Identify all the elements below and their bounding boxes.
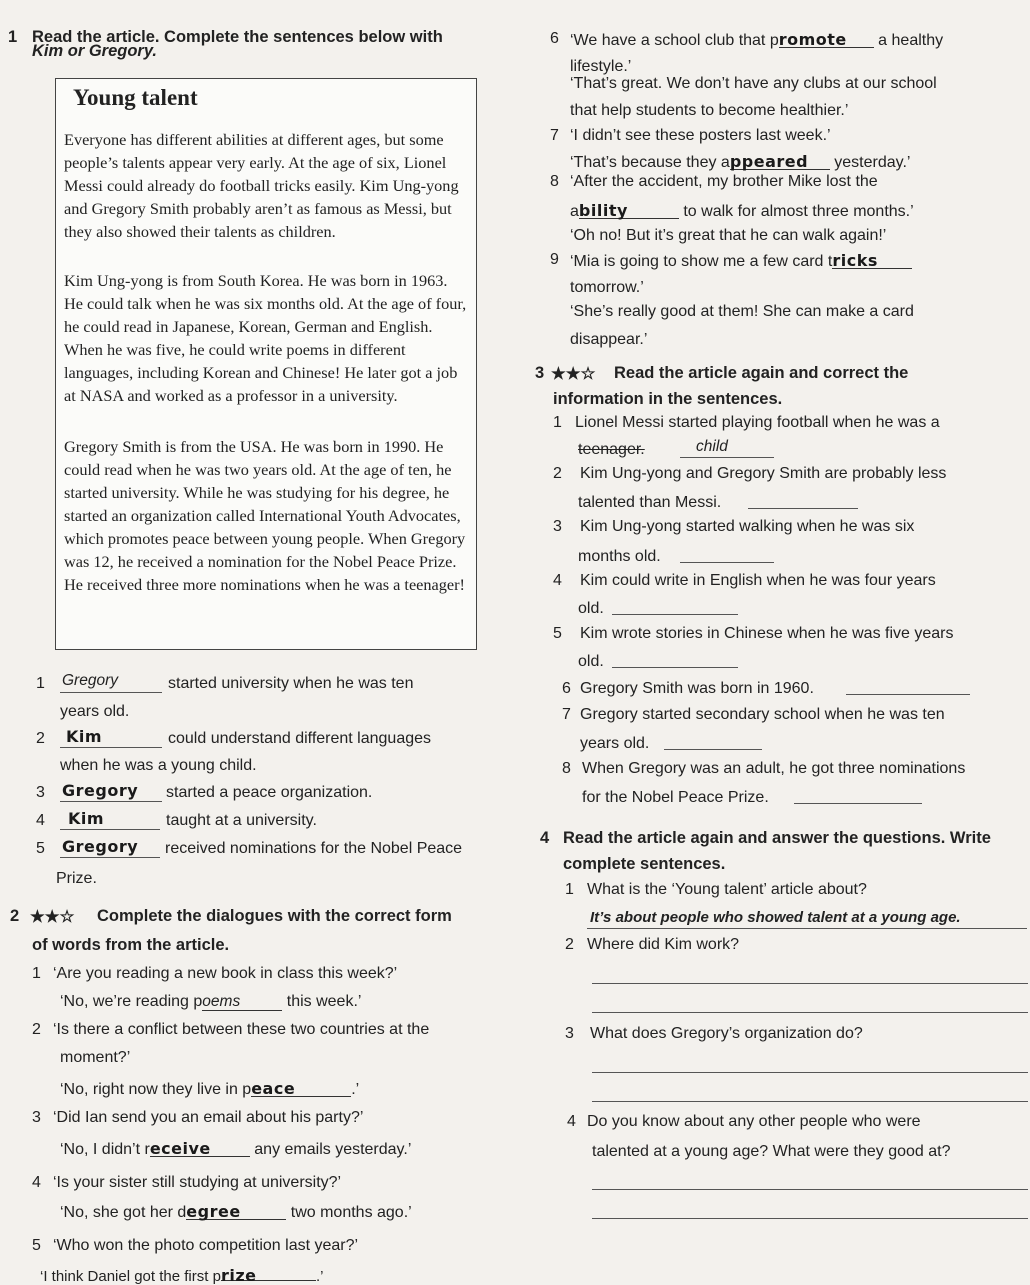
ex1-answer: Gregory <box>62 781 139 800</box>
ex4-question-number: 1 <box>565 881 574 898</box>
dialogue-number: 1 <box>32 965 41 982</box>
ex1-item-number: 4 <box>36 812 45 829</box>
ex3-answer-blank[interactable] <box>846 694 970 695</box>
ex3-item-text: Kim could write in English when he was four years <box>580 572 936 589</box>
ex1-answer-blank[interactable] <box>60 837 160 857</box>
ex1-answer: Gregory <box>62 837 139 856</box>
ex1-item-text-cont: when he was a young child. <box>60 757 257 774</box>
ex3-struck-word: teenager. <box>578 441 645 458</box>
ex3-item-text-cont: for the Nobel Peace Prize. <box>582 789 769 806</box>
ex1-answer-blank[interactable] <box>60 727 162 747</box>
ex3-answer-blank[interactable] <box>748 508 858 509</box>
answer-prefix: ‘That’s because they a <box>570 154 730 171</box>
ex3-item-text: When Gregory was an adult, he got three nominations <box>582 760 966 777</box>
question-prefix: ‘We have a school club that p <box>570 32 779 49</box>
dialogue-number: 8 <box>550 173 559 190</box>
answer-suffix: yesterday.’ <box>834 154 911 171</box>
dialogue-question: ‘Who won the photo competition last year?’ <box>53 1237 359 1254</box>
answer-blank[interactable]: romote <box>779 30 874 48</box>
dialogue-answer <box>60 1139 411 1159</box>
ex3-item-number: 5 <box>553 625 562 642</box>
ex1-answer-blank[interactable] <box>60 809 160 829</box>
dialogue-question: ‘Did Ian send you an email about his party?’ <box>53 1109 364 1126</box>
dialogue-answer-cont: that help students to become healthier.’ <box>570 102 849 119</box>
answer-blank[interactable]: oems <box>202 993 282 1011</box>
dialogue-question: ‘Is your sister still studying at university?’ <box>53 1174 342 1191</box>
answer-blank[interactable]: bility <box>579 201 679 219</box>
ex1-item-text-cont: years old. <box>60 703 130 720</box>
ex2-instruction-cont: of words from the article. <box>32 936 230 954</box>
ex3-item-number: 2 <box>553 465 562 482</box>
dialogue-number: 9 <box>550 251 559 268</box>
ex3-item-text: Gregory started secondary school when he was ten <box>580 706 945 723</box>
ex3-item-number: 7 <box>562 706 571 723</box>
ex3-item-text: Lionel Messi started playing football when he was a <box>575 414 940 431</box>
answer-prefix: ‘No, she got her d <box>60 1204 187 1221</box>
dialogue-answer <box>570 152 910 172</box>
ex3-difficulty-stars: ★★☆ <box>551 365 596 383</box>
ex4-question: What is the ‘Young talent’ article about? <box>587 881 867 898</box>
ex1-item-text-cont: Prize. <box>56 870 97 887</box>
dialogue-answer: ‘She’s really good at them! She can make a card <box>570 303 914 320</box>
ex3-answer-blank[interactable] <box>612 614 738 615</box>
article-box <box>55 78 477 650</box>
ex3-item-text-cont: talented than Messi. <box>578 494 722 511</box>
ex2-difficulty-stars: ★★☆ <box>30 908 75 926</box>
dialogue-answer: ‘That’s great. We don’t have any clubs at our school <box>570 75 937 92</box>
ex2-instruction: Complete the dialogues with the correct form <box>97 907 452 925</box>
ex4-answer: It’s about people who showed talent at a young age. <box>590 909 961 926</box>
answer-blank[interactable]: eceive <box>150 1139 250 1157</box>
ex4-answer-line[interactable] <box>592 1218 1028 1219</box>
ex3-item-number: 8 <box>562 760 571 777</box>
ex3-item-text: Gregory Smith was born in 1960. <box>580 680 814 697</box>
answer-suffix: any emails yesterday.’ <box>254 1141 412 1158</box>
ex1-item-number: 1 <box>36 675 45 692</box>
ex3-answer: child <box>696 438 728 455</box>
ex3-item-number: 3 <box>553 518 562 535</box>
ex1-item-number: 5 <box>36 840 45 857</box>
ex4-instruction-cont: complete sentences. <box>563 855 726 873</box>
ex1-item-text: started university when he was ten <box>168 675 414 692</box>
ex3-instruction: Read the article again and correct the <box>614 364 909 382</box>
ex4-answer-line[interactable] <box>592 983 1028 984</box>
dialogue-question-cont: tomorrow.’ <box>570 279 644 296</box>
article-paragraph-3: Gregory Smith is from the USA. He was born in 1990. He could read when he was two years old. At the age of ten, he started university. While he was studying for his degree, he started an organization called International Youth Advocates, which promotes peace between young people. When Gregory was 12, he received a nomination for the Nobel Peace Prize. He received three more nominations when he was a teenager! <box>64 437 466 594</box>
ex4-question: Do you know about any other people who were <box>587 1113 921 1130</box>
ex4-question-number: 3 <box>565 1025 574 1042</box>
ex1-number: 1 <box>8 28 18 46</box>
dialogue-question: ‘Are you reading a new book in class this week?’ <box>53 965 398 982</box>
question-prefix: ‘Mia is going to show me a few card t <box>570 253 833 270</box>
question-prefix: a <box>570 203 579 220</box>
ex3-number: 3 <box>535 364 545 382</box>
article-paragraph-1: Everyone has different abilities at different ages, but some people’s talents appear very early. At the age of six, Lionel Messi could already do football tricks easily. Kim Ung-yong and Gregory Smith probably aren’t as famous as Messi, but they also showed their talents as children. <box>64 130 459 241</box>
ex1-answer: Kim <box>68 809 105 828</box>
article-paragraph-2: Kim Ung-yong is from South Korea. He was born in 1963. He could talk when he was six months old. At the age of four, he could read in Japanese, Korean, German and English. When he was five, he could write poems in different languages, including Korean and Chinese! He later got a job at NASA and worked as a professor in a university. <box>64 271 467 405</box>
dialogue-number: 7 <box>550 127 559 144</box>
ex4-answer-line[interactable] <box>592 1012 1028 1013</box>
dialogue-question: ‘After the accident, my brother Mike lost the <box>570 173 878 190</box>
answer-prefix: ‘I think Daniel got the first p <box>40 1268 221 1285</box>
ex4-answer-line[interactable] <box>592 1101 1028 1102</box>
answer-blank[interactable]: rize <box>221 1266 316 1281</box>
ex1-item-text: started a peace organization. <box>166 784 373 801</box>
ex3-item-text-cont: years old. <box>580 735 650 752</box>
ex4-instruction: Read the article again and answer the questions. Write <box>563 829 991 847</box>
ex1-item-text: received nominations for the Nobel Peace <box>165 840 463 857</box>
ex3-item-text: Kim Ung-yong and Gregory Smith are probably less <box>580 465 947 482</box>
ex3-answer-blank[interactable] <box>794 803 922 804</box>
ex3-item-text: Kim Ung-yong started walking when he was six <box>580 518 915 535</box>
ex4-question-number: 4 <box>567 1113 576 1130</box>
dialogue-number: 4 <box>32 1174 41 1191</box>
dialogue-question: ‘Is there a conflict between these two countries at the <box>53 1021 430 1038</box>
ex3-item-text-cont: old. <box>578 653 604 670</box>
ex3-item-number: 4 <box>553 572 562 589</box>
dialogue-number: 6 <box>550 30 559 47</box>
dialogue-question <box>570 251 912 271</box>
ex3-item-text-cont: months old. <box>578 548 661 565</box>
dialogue-number: 5 <box>32 1237 41 1254</box>
ex4-number: 4 <box>540 829 550 847</box>
ex2-number: 2 <box>10 907 20 925</box>
dialogue-number: 2 <box>32 1021 41 1038</box>
dialogue-question-cont: moment?’ <box>60 1049 131 1066</box>
dialogue-answer <box>40 1266 323 1285</box>
article-title: Young talent <box>73 85 198 110</box>
ex4-answer-line[interactable] <box>587 928 1027 929</box>
answer-prefix: ‘No, right now they live in p <box>60 1081 252 1098</box>
ex4-answer-line[interactable] <box>592 1072 1028 1073</box>
dialogue-answer <box>60 993 361 1011</box>
ex4-question-cont: talented at a young age? What were they good at? <box>592 1143 951 1160</box>
ex1-answer: Gregory <box>62 672 118 689</box>
ex4-answer-line[interactable] <box>592 1189 1028 1190</box>
ex3-answer-blank[interactable] <box>664 749 762 750</box>
ex3-item-text-cont: old. <box>578 600 604 617</box>
dialogue-question <box>570 30 943 50</box>
ex3-answer-blank[interactable] <box>612 667 738 668</box>
ex3-instruction-cont: information in the sentences. <box>553 390 783 408</box>
ex1-answer-blank[interactable] <box>60 781 162 801</box>
answer-suffix: this week.’ <box>286 993 362 1010</box>
ex3-answer-blank[interactable] <box>680 438 774 456</box>
ex4-question: What does Gregory’s organization do? <box>590 1025 863 1042</box>
dialogue-question-cont <box>570 201 914 221</box>
dialogue-answer <box>60 1079 359 1099</box>
dialogue-number: 3 <box>32 1109 41 1126</box>
dialogue-question: ‘I didn’t see these posters last week.’ <box>570 127 831 144</box>
answer-suffix: two months ago.’ <box>290 1204 412 1221</box>
ex3-item-number: 1 <box>553 414 562 431</box>
ex1-item-number: 2 <box>36 730 45 747</box>
ex1-item-text: taught at a university. <box>166 812 317 829</box>
ex3-item-text: Kim wrote stories in Chinese when he was five years <box>580 625 954 642</box>
question-suffix: to walk for almost three months.’ <box>683 203 914 220</box>
ex3-answer-blank[interactable] <box>680 562 774 563</box>
dialogue-answer: ‘Oh no! But it’s great that he can walk again!’ <box>570 227 887 244</box>
ex3-item-number: 6 <box>562 680 571 697</box>
answer-suffix: .’ <box>351 1081 360 1098</box>
question-suffix: a healthy <box>878 32 944 49</box>
ex1-item-text: could understand different languages <box>168 730 432 747</box>
dialogue-answer <box>60 1202 412 1222</box>
ex1-instruction-cont: Kim or Gregory. <box>32 42 157 60</box>
answer-blank[interactable]: ppeared <box>730 152 830 170</box>
ex1-answer-blank[interactable] <box>60 672 162 690</box>
answer-blank[interactable]: eace <box>251 1079 351 1097</box>
dialogue-question-cont: lifestyle.’ <box>570 58 632 75</box>
ex1-instruction: Read the article. Complete the sentences below with <box>32 28 443 46</box>
dialogue-answer-cont: disappear.’ <box>570 331 648 348</box>
answer-prefix: ‘No, I didn’t r <box>60 1141 150 1158</box>
answer-blank[interactable]: ricks <box>832 251 912 269</box>
answer-prefix: ‘No, we’re reading p <box>60 993 203 1010</box>
ex1-item-number: 3 <box>36 784 45 801</box>
ex1-answer: Kim <box>66 727 103 746</box>
answer-blank[interactable]: egree <box>186 1202 286 1220</box>
ex4-question: Where did Kim work? <box>587 936 740 953</box>
ex4-question-number: 2 <box>565 936 574 953</box>
answer-suffix: .’ <box>315 1268 324 1285</box>
